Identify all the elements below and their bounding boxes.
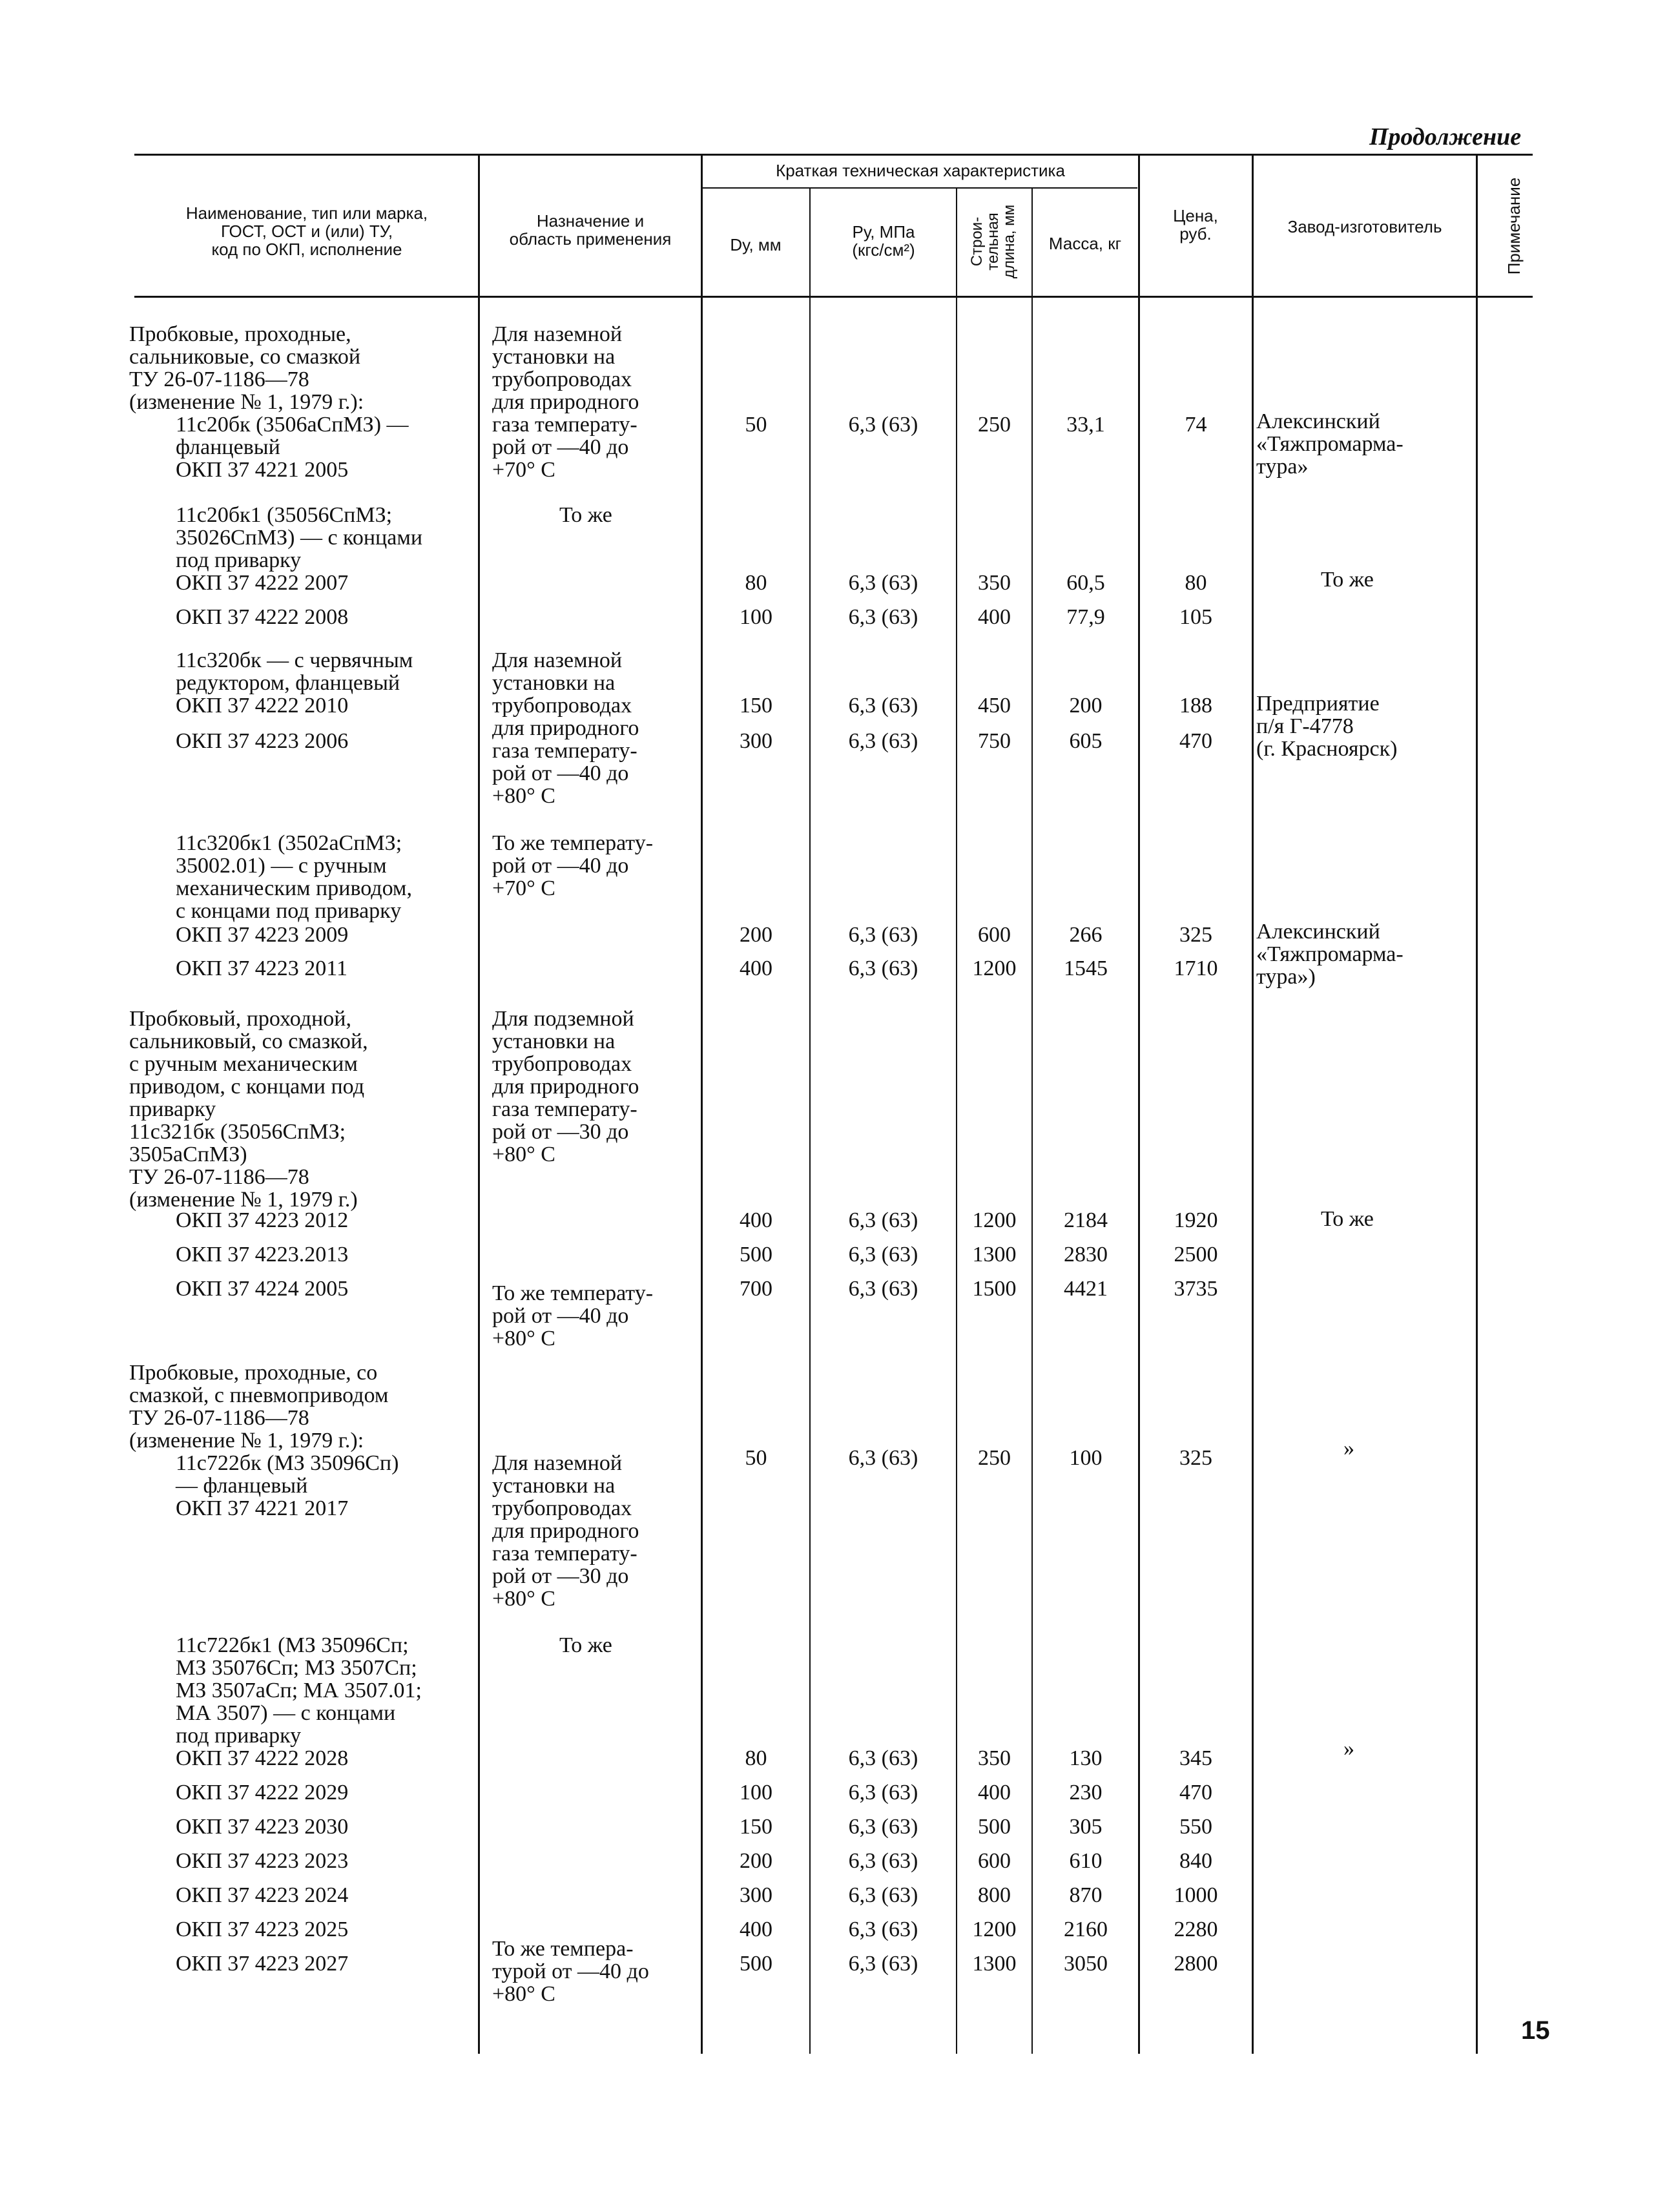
purpose-text: Для наземной установки на трубопроводах для природного газа температу- рой от —30 до +80° С <box>492 1451 639 1611</box>
item-name: 11с20бк (3506аСпМЗ) — фланцевый <box>176 413 409 459</box>
cell-dy: 500 <box>740 1243 772 1266</box>
purpose-text: То же темпера- турой от —40 до +80° С <box>492 1937 649 2006</box>
header-length: Строи- тельная длина, мм <box>968 204 1018 279</box>
cell-mass: 266 <box>1069 923 1103 947</box>
cell-py: 6,3 (63) <box>848 1746 918 1770</box>
cell-py: 6,3 (63) <box>848 1243 918 1266</box>
okp-code: ОКП 37 4221 2005 <box>176 458 349 482</box>
cell-mass: 3050 <box>1064 1952 1108 1976</box>
cell-py: 6,3 (63) <box>848 1849 918 1873</box>
cell-len: 1200 <box>972 1208 1017 1232</box>
purpose-text: Для наземной установки на трубопроводах для природного газа температу- рой от —40 до +70° С <box>492 322 639 482</box>
cell-dy: 80 <box>745 1746 767 1770</box>
cell-mass: 60,5 <box>1066 571 1105 595</box>
cell-py: 6,3 (63) <box>848 729 918 753</box>
cell-len: 250 <box>978 1446 1011 1470</box>
header-name: Наименование, тип или марка, ГОСТ, ОСТ и (или) ТУ, код по ОКП, исполнение <box>185 203 428 259</box>
cell-dy: 500 <box>740 1952 772 1976</box>
okp-code: ОКП 37 4223 2024 <box>176 1883 349 1907</box>
okp-code: ОКП 37 4223 2025 <box>176 1917 349 1941</box>
cell-py: 6,3 (63) <box>848 923 918 947</box>
cell-py: 6,3 (63) <box>848 1781 918 1804</box>
cell-dy: 400 <box>740 956 772 980</box>
header-mass: Масса, кг <box>1048 234 1122 253</box>
cell-len: 750 <box>978 729 1011 753</box>
cell-py: 6,3 (63) <box>848 1815 918 1839</box>
factory-text: То же <box>1321 568 1374 592</box>
cell-price: 325 <box>1179 923 1212 947</box>
cell-dy: 80 <box>745 571 767 595</box>
okp-code: ОКП 37 4222 2028 <box>176 1746 349 1770</box>
cell-price: 2500 <box>1174 1243 1218 1266</box>
cell-len: 350 <box>978 1746 1011 1770</box>
cell-price: 1000 <box>1174 1883 1218 1907</box>
cell-py: 6,3 (63) <box>848 571 918 595</box>
purpose-text: То же температу- рой от —40 до +70° С <box>492 831 654 900</box>
factory-text: » <box>1343 1737 1354 1761</box>
cell-len: 500 <box>978 1815 1011 1839</box>
header-bottom-rule <box>134 296 1533 298</box>
item-name: 11с320бк — с червячным редуктором, фланцевый <box>176 648 413 695</box>
purpose-text: То же температу- рой от —40 до +80° С <box>492 1281 654 1350</box>
item-name: 11с722бк (МЗ 35096Сп) — фланцевый <box>176 1451 399 1498</box>
cell-price: 80 <box>1185 571 1207 595</box>
factory-text: То же <box>1321 1207 1374 1231</box>
header-note: Примечание <box>1504 177 1524 275</box>
cell-mass: 77,9 <box>1066 605 1105 629</box>
cell-price: 3735 <box>1174 1277 1218 1301</box>
purpose-text: Для подземной установки на трубопроводах для природного газа температу- рой от —30 до +80° С <box>492 1007 639 1166</box>
cell-py: 6,3 (63) <box>848 1883 918 1907</box>
cell-price: 470 <box>1179 1781 1212 1804</box>
header-factory: Завод-изготовитель <box>1287 217 1442 236</box>
cell-mass: 2160 <box>1064 1917 1108 1941</box>
col-divider-8 <box>1476 155 1478 2054</box>
cell-mass: 100 <box>1069 1446 1103 1470</box>
tech-header-rule <box>701 187 1137 189</box>
cell-dy: 300 <box>740 1883 772 1907</box>
okp-code: ОКП 37 4223 2027 <box>176 1952 349 1976</box>
cell-mass: 200 <box>1069 694 1103 718</box>
cell-py: 6,3 (63) <box>848 1952 918 1976</box>
cell-dy: 200 <box>740 923 772 947</box>
header-purpose: Назначение и область применения <box>509 211 672 249</box>
cell-price: 2800 <box>1174 1952 1218 1976</box>
cell-price: 840 <box>1179 1849 1212 1873</box>
cell-len: 800 <box>978 1883 1011 1907</box>
cell-py: 6,3 (63) <box>848 1446 918 1470</box>
okp-code: ОКП 37 4223 2023 <box>176 1849 349 1873</box>
continuation-label: Продолжение <box>1369 123 1522 150</box>
cell-py: 6,3 (63) <box>848 694 918 718</box>
okp-code: ОКП 37 4224 2005 <box>176 1277 349 1301</box>
cell-mass: 610 <box>1069 1849 1103 1873</box>
purpose-text: То же <box>559 503 612 527</box>
okp-code: ОКП 37 4223 2030 <box>176 1815 349 1839</box>
okp-code: ОКП 37 4223 2006 <box>176 729 349 753</box>
header-price: Цена, руб. <box>1173 206 1218 243</box>
okp-code: ОКП 37 4223 2011 <box>176 956 348 980</box>
factory-text: » <box>1343 1436 1354 1460</box>
cell-py: 6,3 (63) <box>848 956 918 980</box>
cell-len: 250 <box>978 413 1011 437</box>
col-divider-4 <box>956 189 957 2054</box>
header-py: Pу, МПа (кгс/см²) <box>852 222 915 260</box>
okp-code: ОКП 37 4222 2007 <box>176 571 349 595</box>
col-divider-1 <box>478 155 480 2054</box>
item-name: 11с722бк1 (МЗ 35096Сп; МЗ 35076Сп; МЗ 3507Сп; МЗ 3507аСп; МА 3507.01; МА 3507) — с концами под приварку <box>176 1633 422 1748</box>
cell-price: 74 <box>1185 413 1207 437</box>
cell-price: 1920 <box>1174 1208 1218 1232</box>
cell-py: 6,3 (63) <box>848 1917 918 1941</box>
cell-py: 6,3 (63) <box>848 413 918 437</box>
header-tech: Краткая техническая характеристика <box>776 161 1065 180</box>
item-name: 11с20бк1 (35056СпМЗ; 35026СпМЗ) — с концами под приварку <box>176 503 423 572</box>
cell-mass: 305 <box>1069 1815 1103 1839</box>
okp-code: ОКП 37 4221 2017 <box>176 1496 349 1520</box>
cell-py: 6,3 (63) <box>848 1208 918 1232</box>
cell-len: 1500 <box>972 1277 1017 1301</box>
purpose-text: То же <box>559 1633 612 1657</box>
cell-price: 188 <box>1179 694 1212 718</box>
cell-mass: 605 <box>1069 729 1103 753</box>
cell-price: 325 <box>1179 1446 1212 1470</box>
cell-mass: 230 <box>1069 1781 1103 1804</box>
cell-dy: 100 <box>740 1781 772 1804</box>
item-name: 11с320бк1 (3502аСпМЗ; 35002.01) — с ручным механическим приводом, с концами под приварку <box>176 831 412 923</box>
cell-dy: 150 <box>740 1815 772 1839</box>
cell-mass: 2830 <box>1064 1243 1108 1266</box>
factory-text: Алексинский «Тяжпромарма- тура») <box>1256 920 1404 989</box>
factory-text: Алексинский «Тяжпромарма- тура» <box>1256 409 1404 479</box>
okp-code: ОКП 37 4222 2008 <box>176 605 349 629</box>
cell-dy: 150 <box>740 694 772 718</box>
group-name: Пробковый, проходной, сальниковый, со смазкой, с ручным механическим приводом, с концами под приварку 11с321бк (35056СпМЗ; 3505аСпМЗ) ТУ 26-07-1186—78 (изменение № 1, 1979 г.) <box>129 1007 368 1212</box>
okp-code: ОКП 37 4222 2010 <box>176 694 349 718</box>
cell-price: 2280 <box>1174 1917 1218 1941</box>
cell-len: 600 <box>978 1849 1011 1873</box>
col-divider-7 <box>1252 155 1254 2054</box>
table-top-rule <box>134 154 1533 156</box>
header-dy: Dу, мм <box>730 235 782 254</box>
cell-mass: 130 <box>1069 1746 1103 1770</box>
okp-code: ОКП 37 4223 2012 <box>176 1208 349 1232</box>
group-name: Пробковые, проходные, со смазкой, с пневмоприводом ТУ 26-07-1186—78 (изменение № 1, 1979 г.): <box>129 1361 389 1452</box>
cell-mass: 1545 <box>1064 956 1108 980</box>
cell-len: 1300 <box>972 1243 1017 1266</box>
cell-dy: 300 <box>740 729 772 753</box>
okp-code: ОКП 37 4222 2029 <box>176 1781 349 1804</box>
cell-len: 400 <box>978 605 1011 629</box>
okp-code: ОКП 37 4223.2013 <box>176 1243 349 1266</box>
cell-dy: 700 <box>740 1277 772 1301</box>
cell-py: 6,3 (63) <box>848 605 918 629</box>
cell-py: 6,3 (63) <box>848 1277 918 1301</box>
cell-len: 400 <box>978 1781 1011 1804</box>
okp-code: ОКП 37 4223 2009 <box>176 923 349 947</box>
cell-dy: 200 <box>740 1849 772 1873</box>
cell-mass: 4421 <box>1064 1277 1108 1301</box>
cell-price: 345 <box>1179 1746 1212 1770</box>
cell-len: 1200 <box>972 1917 1017 1941</box>
cell-mass: 33,1 <box>1066 413 1105 437</box>
cell-price: 470 <box>1179 729 1212 753</box>
col-divider-5 <box>1031 189 1033 2054</box>
cell-dy: 100 <box>740 605 772 629</box>
cell-len: 600 <box>978 923 1011 947</box>
cell-len: 450 <box>978 694 1011 718</box>
cell-mass: 2184 <box>1064 1208 1108 1232</box>
cell-len: 350 <box>978 571 1011 595</box>
cell-price: 1710 <box>1174 956 1218 980</box>
group-name: Пробковые, проходные, сальниковые, со смазкой ТУ 26-07-1186—78 (изменение № 1, 1979 г.): <box>129 322 364 414</box>
factory-text: Предприятие п/я Г-4778 (г. Красноярск) <box>1256 692 1398 761</box>
purpose-text: Для наземной установки на трубопроводах для природного газа температу- рой от —40 до +80° С <box>492 648 639 808</box>
page-number: 15 <box>1521 2016 1550 2045</box>
cell-dy: 400 <box>740 1917 772 1941</box>
cell-len: 1200 <box>972 956 1017 980</box>
cell-price: 105 <box>1179 605 1212 629</box>
cell-dy: 400 <box>740 1208 772 1232</box>
cell-len: 1300 <box>972 1952 1017 1976</box>
cell-dy: 50 <box>745 1446 767 1470</box>
cell-mass: 870 <box>1069 1883 1103 1907</box>
col-divider-3 <box>809 189 811 2054</box>
cell-dy: 50 <box>745 413 767 437</box>
cell-price: 550 <box>1179 1815 1212 1839</box>
